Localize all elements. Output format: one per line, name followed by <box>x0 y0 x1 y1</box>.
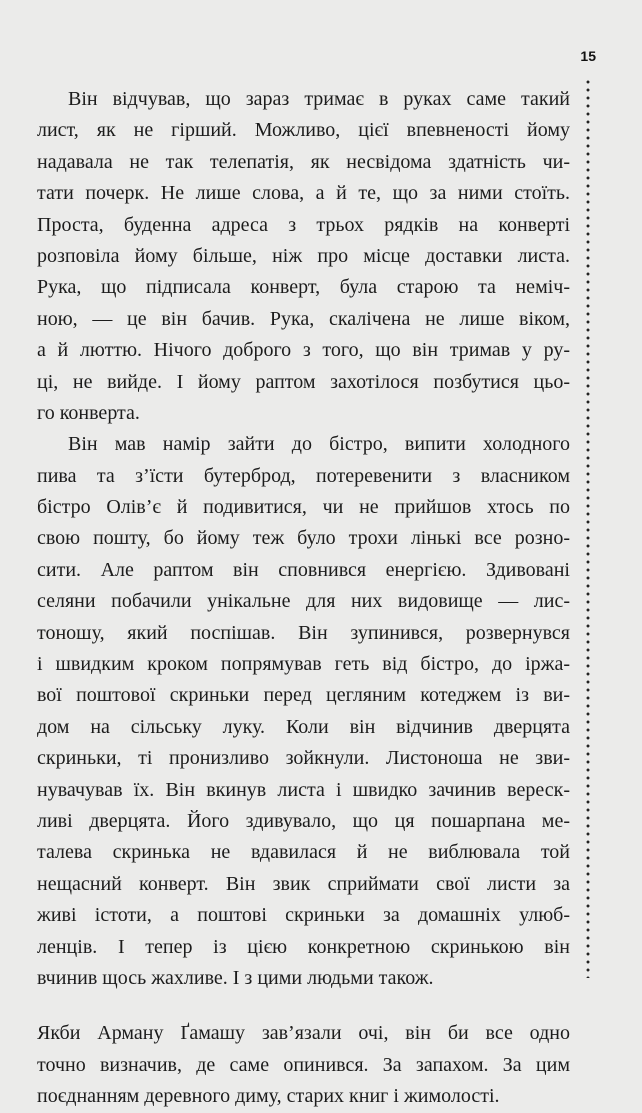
text-line: ленців. І тепер із цією конкретною скринькою він <box>37 935 570 958</box>
text-line: талева скринька не вдавилася й не виблювала той <box>37 841 570 864</box>
text-line: селяни побачили унікальне для них видовище — лис- <box>37 590 570 613</box>
text-line: Він мав намір зайти до бістро, випити холодного <box>68 433 570 456</box>
text-line: Якби Арману Ґамашу зав’язали очі, він би все одно <box>37 1022 570 1045</box>
text-line: го конверта. <box>37 401 140 424</box>
section-break <box>37 994 570 1018</box>
text-line: вої поштової скриньки перед цегляним котеджем із ви- <box>37 684 570 707</box>
text-line: і швидким кроком попрямував геть від бістро, до іржа- <box>37 653 570 676</box>
text-line: ною, — це він бачив. Рука, скалічена не лише віком, <box>37 307 570 330</box>
text-line: вчинив щось жахливе. І з цими людьми також. <box>37 966 434 989</box>
text-line: ливі дверцята. Його здивувало, що ця пошарпана ме- <box>37 809 570 832</box>
text-line: живі істоти, а поштові скриньки за домашніх улюб- <box>37 904 570 927</box>
text-line: бістро Олів’є й подивитися, чи не прийшов хтось по <box>37 496 570 519</box>
text-line: пива та з’їсти бутерброд, потеревенити з власником <box>37 464 570 487</box>
text-line: нещасний конверт. Він звик сприймати свої листи за <box>37 872 570 895</box>
text-line: скриньки, ті пронизливо зойкнули. Листоноша не зви- <box>37 747 570 770</box>
text-line: сити. Але раптом він сповнився енергією. Здивовані <box>37 558 570 581</box>
text-line: точно визначив, де саме опинився. За запахом. За цим <box>37 1053 570 1076</box>
text-line: Він відчував, що зараз тримає в руках саме такий <box>68 88 570 110</box>
text-line: тати почерк. Не лише слова, а й те, що за ними стоїть. <box>37 182 570 205</box>
text-line: свою пошту, бо йому теж було трохи лінькі все розно- <box>37 527 570 550</box>
paragraph <box>37 429 570 994</box>
text-line: лист, як не гірший. Можливо, цієї впевненості йому <box>37 119 570 142</box>
text-line: ці, не вийде. І йому раптом захотілося позбутися цьо- <box>37 370 570 393</box>
dotted-margin-rule <box>586 78 590 978</box>
paragraph <box>37 1018 570 1112</box>
paragraph <box>37 84 570 429</box>
text-line: а й люттю. Нічого доброго з того, що він тримав у ру- <box>37 339 570 362</box>
text-line: надавала не так телепатія, як несвідома здатність чи- <box>37 150 570 173</box>
body-text <box>37 84 570 1113</box>
text-line: розповіла йому більше, ніж про місце доставки листа. <box>37 244 570 267</box>
text-line: нувачував їх. Він вкинув листа і швидко зачинив вереск- <box>37 778 570 801</box>
text-line: дом на сільську луку. Коли він відчинив дверцята <box>37 715 570 738</box>
text-line: Проста, буденна адреса з трьох рядків на конверті <box>37 213 570 236</box>
page-number: 15 <box>580 48 596 64</box>
text-line: тоношу, який поспішав. Він зупинився, розвернувся <box>37 621 570 644</box>
text-line: поєднанням деревного диму, старих книг і жимолості. <box>37 1085 500 1108</box>
text-line: Рука, що підписала конверт, була старою та неміч- <box>37 276 570 299</box>
